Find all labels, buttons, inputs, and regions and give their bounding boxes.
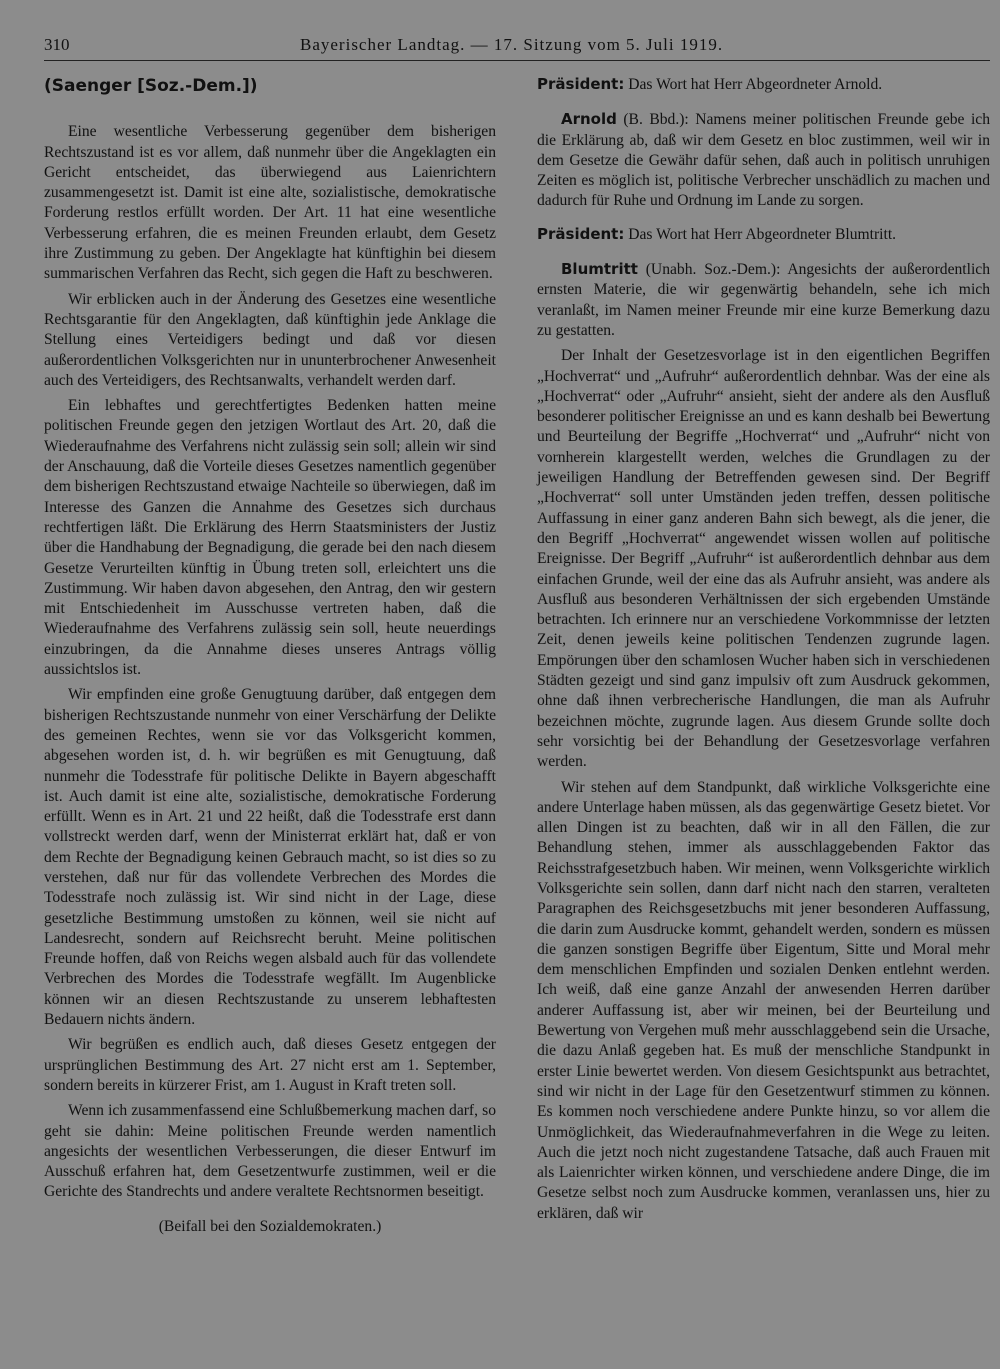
president-text: Das Wort hat Herr Abgeordneter Arnold.	[628, 76, 883, 93]
blumtritt-statement	[537, 259, 990, 341]
speaker-name-arnold: Arnold	[561, 110, 617, 129]
page-number: 310	[44, 35, 70, 54]
paragraph: Eine wesentliche Verbesserung gegenüber dem bisherigen Rechtszustand ist es vor allem, daß nunmehr über die Angeklagten ein Gericht entscheidet, das überwiegend aus Laienrichtern zusammengesetzt ist. Damit ist eine alte, sozialistische, demokratische Forderung restlos erfüllt worden. Der Art. 11 hat eine wesentliche Verbesserung erfahren, die es meinen Freunden erlaubt, dem Gesetz ihre Zustimmung zu geben. Der Angeklagte hat künftighin bei diesem summarischen Verfahren das Recht, sich gegen die Haft zu beschweren.	[44, 123, 496, 283]
president-label: Präsident:	[537, 75, 625, 93]
speaker-name-blumtritt: Blumtritt	[561, 260, 638, 279]
arnold-statement	[537, 109, 990, 211]
header-rule	[44, 60, 990, 61]
right-column	[537, 72, 990, 1229]
speaker-affiliation: (Unabh. Soz.-Dem.):	[645, 261, 781, 279]
applause-note: (Beifall bei den Sozialdemokraten.)	[158, 1217, 382, 1235]
paragraph: Wir stehen auf dem Standpunkt, daß wirkliche Volksgerichte eine andere Unterlage haben müssen, als das gegenwärtige Gesetz bietet. Vor allen Dingen ist zu beachten, daß wir in all den Fällen, die zur Behandlung stehen, immer als ausschlaggebenden Faktor das Reichsstrafgesetzbuch haben. Wir meinen, wenn Volksgerichte wirklich Volksgerichte sein sollen, dann darf nicht nach den starren, veralteten Paragraphen des Reichsgesetzbuchs mit jener besonderen Auffassung, die darin zum Ausdrucke kommt, gehandelt werden, sondern es müssen die ganzen sonstigen Begriffe über Eigentum, Sitte und Moral mehr dem menschlichen Empfinden und sozialen Denken entlehnt werden. Ich weiß, daß eine ganze Anzahl der anwesenden Herren darüber anderer Auffassung ist, aber wir meinen, bei der Beurteilung und Bewertung von Vergehen muß mehr ausschlaggebend sein die Ursache, die dazu Anlaß gegeben hat. Es muß der menschliche Standpunkt in erster Linie bewertet werden. Von diesem Gesichtspunkt aus betrachtet, sind wir nicht in der Lage für den Gesetzentwurf stimmen zu können. Es kommen noch verschiedene andere Punkte hinzu, so vor allem die Unmöglichkeit, das Wiederaufnahmeverfahren in die Wege zu leiten. Auch die jetzt noch nicht zugestandene Tatsache, daß auch Frauen mit als Laienrichter wirken können, und verschiedene andere Dinge, die im Gesetze selbst noch zum Ausdrucke kommen, veranlassen uns, hier zu erklären, daß wir	[537, 778, 990, 1222]
paragraph: Wenn ich zusammenfassend eine Schlußbemerkung machen darf, so geht sie dahin: Meine politischen Freunde werden namentlich angesichts der wesentlichen Verbesserungen, die dieser Entwurf im Ausschuß erfahren hat, dem Gesetzentwurfe zustimmen, weil er die Gerichte des Standrechts und andere veraltete Rechtsnormen beseitigt.	[44, 1102, 496, 1201]
speaker-text: Namens meiner politischen Freunde gebe ich die Erklärung ab, daß wir dem Gesetz en bloc zustimmen, weil wir in dem Gesetze die Gewähr dafür sehen, daß auch in politisch unruhigen Zeiten es möglich ist, politische Verbrecher unschädlich zu machen und dadurch für Ruhe und Ordnung im Lande zu sorgen.	[537, 111, 991, 210]
president-label: Präsident:	[537, 224, 625, 243]
left-column	[44, 72, 496, 1242]
president-statement	[537, 74, 990, 95]
paragraph: Wir empfinden eine große Genugtuung darüber, daß entgegen dem bisherigen Rechtszustande nunmehr von einer Verschärfung der Delikte des gemeinen Rechtes, wenn sie vor das Volksgericht kommen, abgesehen worden ist, d. h. wir begrüßen es mit Genugtuung, daß nunmehr die Todesstrafe für politische Delikte in Bayern abgeschafft ist. Auch damit ist eine alte, sozialistische, demokratische Forderung erfüllt. Wenn es in Art. 21 und 22 heißt, daß die Todesstrafe erst dann vollstreckt werden darf, wenn der Ministerrat erklärt hat, daß er von dem Rechte der Begnadigung keinen Gebrauch macht, so ist dies so zu verstehen, daß nur für das vollendete Verbrechen des Mordes die Todesstrafe noch zulässig ist. Wir sind nicht in der Lage, diese gesetzliche Bestimmung umstoßen zu können, weil sie nicht auf Landesrecht, sondern auf Reichsrecht beruht. Meine politischen Freunde hoffen, daß von Reichs wegen alsbald auch für das vollendete Verbrechen des Mordes die Todesstrafe wegfällt. Im Augenblicke können wir an diesen Rechtszustande zu unserem lebhaftesten Bedauern nichts ändern.	[44, 686, 496, 1029]
running-title: Bayerischer Landtag. — 17. Sitzung vom 5. Juli 1919.	[300, 35, 724, 54]
speaker-heading: (Saenger [Soz.-Dem.])	[44, 76, 258, 96]
page-header	[44, 34, 990, 56]
speaker-affiliation: (B. Bbd.):	[623, 111, 689, 129]
paragraph: Wir begrüßen es endlich auch, daß dieses Gesetz entgegen der ursprünglichen Bestimmung des Art. 27 nicht erst am 1. September, sondern bereits in kürzerer Frist, am 1. August in Kraft treten soll.	[44, 1036, 496, 1094]
paragraph: Ein lebhaftes und gerechtfertigtes Bedenken hatten meine politischen Freunde gegen den jetzigen Wortlaut des Art. 20, daß die Wiederaufnahme des Verfahrens nicht zulässig sein soll; allein wir sind der Anschauung, daß die Vorteile dieses Gesetzes namentlich gegenüber dem bisherigen Rechtszustand etwaige Nachteile so überwiegen, daß im Interesse des Ganzen die Annahme des Gesetzes sich durchaus rechtfertigen läßt. Die Erklärung des Herrn Staatsministers der Justiz über die Handhabung der Begnadigung, die gerade bei den nach diesem Gesetze Verurteilten künftig in Übung treten soll, erleichtert uns die Zustimmung. Wir haben davon abgesehen, den Antrag, den wir gestern mit Entschiedenheit im Ausschusse vertreten haben, daß die Wiederaufnahme des Verfahrens zulässig sein soll, heute neuerdings einzubringen, da die Annahme dieses unseres Antrags völlig aussichtslos ist.	[44, 397, 496, 679]
paragraph: Wir erblicken auch in der Änderung des Gesetzes eine wesentliche Rechtsgarantie für den Angeklagten, daß künftighin jede Anklage die Stellung eines Verteidigers bedingt und daß vor diesen außerordentlichen Volksgerichten nur in ununterbrochener Anwesenheit auch des Verteidigers, des Rechtsanwalts, verhandelt werden darf.	[44, 290, 496, 389]
paragraph: Der Inhalt der Gesetzesvorlage ist in den eigentlichen Begriffen „Hochverrat“ und „Aufruhr“ außerordentlich dehnbar. Was der eine als „Hochverrat“ oder „Aufruhr“ ansieht, sieht der andere als den Ausfluß besonderer politischer Ereignisse an und es kann deshalb bei Bewertung und Beurteilung der Begriffe „Hochverrat“ und „Aufruhr“ nicht von vornherein klargestellt werden, welches die Grundlagen zu der jeweiligen Handlung der Betreffenden gewesen sind. Der Begriff „Hochverrat“ soll unter Umständen jeden treffen, dessen politische Auffassung in einer ganz anderen Bahn sich bewegt, als die jener, die den Begriff „Hochverrat“ angewendet wissen wollen auf politische Ereignisse. Der Begriff „Aufruhr“ ist außerordentlich dehnbar aus dem einfachen Grunde, weil der eine das als Aufruhr ansieht, was andere als Ausfluß aus besonderen Verhältnissen der sich ergebenden Umstände betrachten. Ich erinnere nur an verschiedene Vorkommnisse der letzten Zeit, denen jeweils keine politischen Tendenzen zugrunde lagen. Empörungen über den schamlosen Wucher haben sich in verschiedenen Städten gezeigt und sind ganz impulsiv oft zum Ausdruck gekommen, ohne daß ihnen verbrecherische Handlungen, die man als Aufruhr bezeichnen möchte, zugrunde lagen. Aus diesem Grunde sollte doch sehr vorsichtig bei der Behandlung der Gesetzesvorlage verfahren werden.	[537, 347, 990, 771]
president-statement	[537, 224, 990, 245]
president-text: Das Wort hat Herr Abgeordneter Blumtritt.	[628, 225, 897, 243]
speaker-text: Angesichts der außerordentlich ernsten Materie, die wir gegenwärtig behandeln, sehe ich mich veranlaßt, im Namen meiner Freunde mir eine kurze Bemerkung dazu zu gestatten.	[537, 261, 991, 339]
